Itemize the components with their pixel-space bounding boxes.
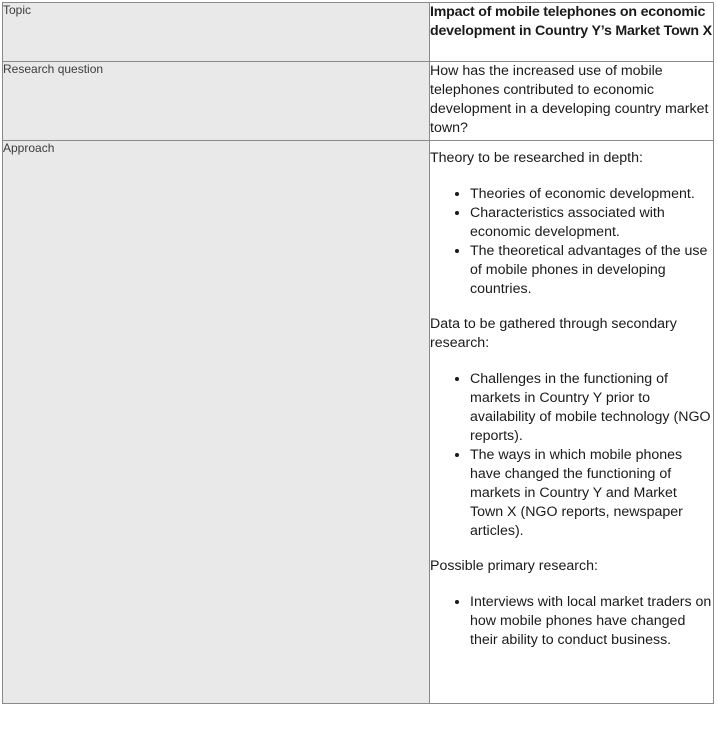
theory-list-item: • Characteristics associated with economic development.: [470, 204, 713, 242]
secondary-research-list-item: • The ways in which mobile phones have changed the functioning of markets in Country Y and Market Town X (NGO reports, newspaper articles).: [470, 446, 713, 541]
approach-label: Approach: [3, 141, 430, 704]
topic-label: Topic: [3, 3, 430, 62]
secondary-research-list: [430, 370, 713, 541]
theory-heading: Theory to be researched in depth:: [430, 150, 643, 166]
research-outline-table: [2, 2, 714, 704]
approach-value-cell: [430, 141, 714, 704]
primary-research-list-item: • Interviews with local market traders on how mobile phones have changed their ability to conduct business.: [470, 593, 713, 650]
primary-research-list: [430, 593, 713, 650]
secondary-research-list-item: • Challenges in the functioning of markets in Country Y prior to availability of mobile technology (NGO reports).: [470, 370, 713, 446]
research-question-value: How has the increased use of mobile telephones contributed to economic development in a developing country market town?: [430, 63, 709, 136]
research-question-row: [3, 62, 714, 141]
approach-row: [3, 141, 714, 704]
primary-research-heading: Possible primary research:: [430, 558, 598, 574]
theory-list-item: • The theoretical advantages of the use of mobile phones in developing countries.: [470, 242, 713, 299]
topic-row: [3, 3, 714, 62]
theory-list: [430, 185, 713, 299]
topic-value: Impact of mobile telephones on economic development in Country Y’s Market Town X: [430, 4, 712, 39]
secondary-research-heading: Data to be gathered through secondary research:: [430, 316, 677, 351]
research-question-value-cell: [430, 62, 714, 141]
research-question-label: Research question: [3, 62, 430, 141]
approach-content: [430, 141, 713, 650]
topic-value-cell: [430, 3, 714, 62]
theory-list-item: • Theories of economic development.: [470, 185, 713, 204]
